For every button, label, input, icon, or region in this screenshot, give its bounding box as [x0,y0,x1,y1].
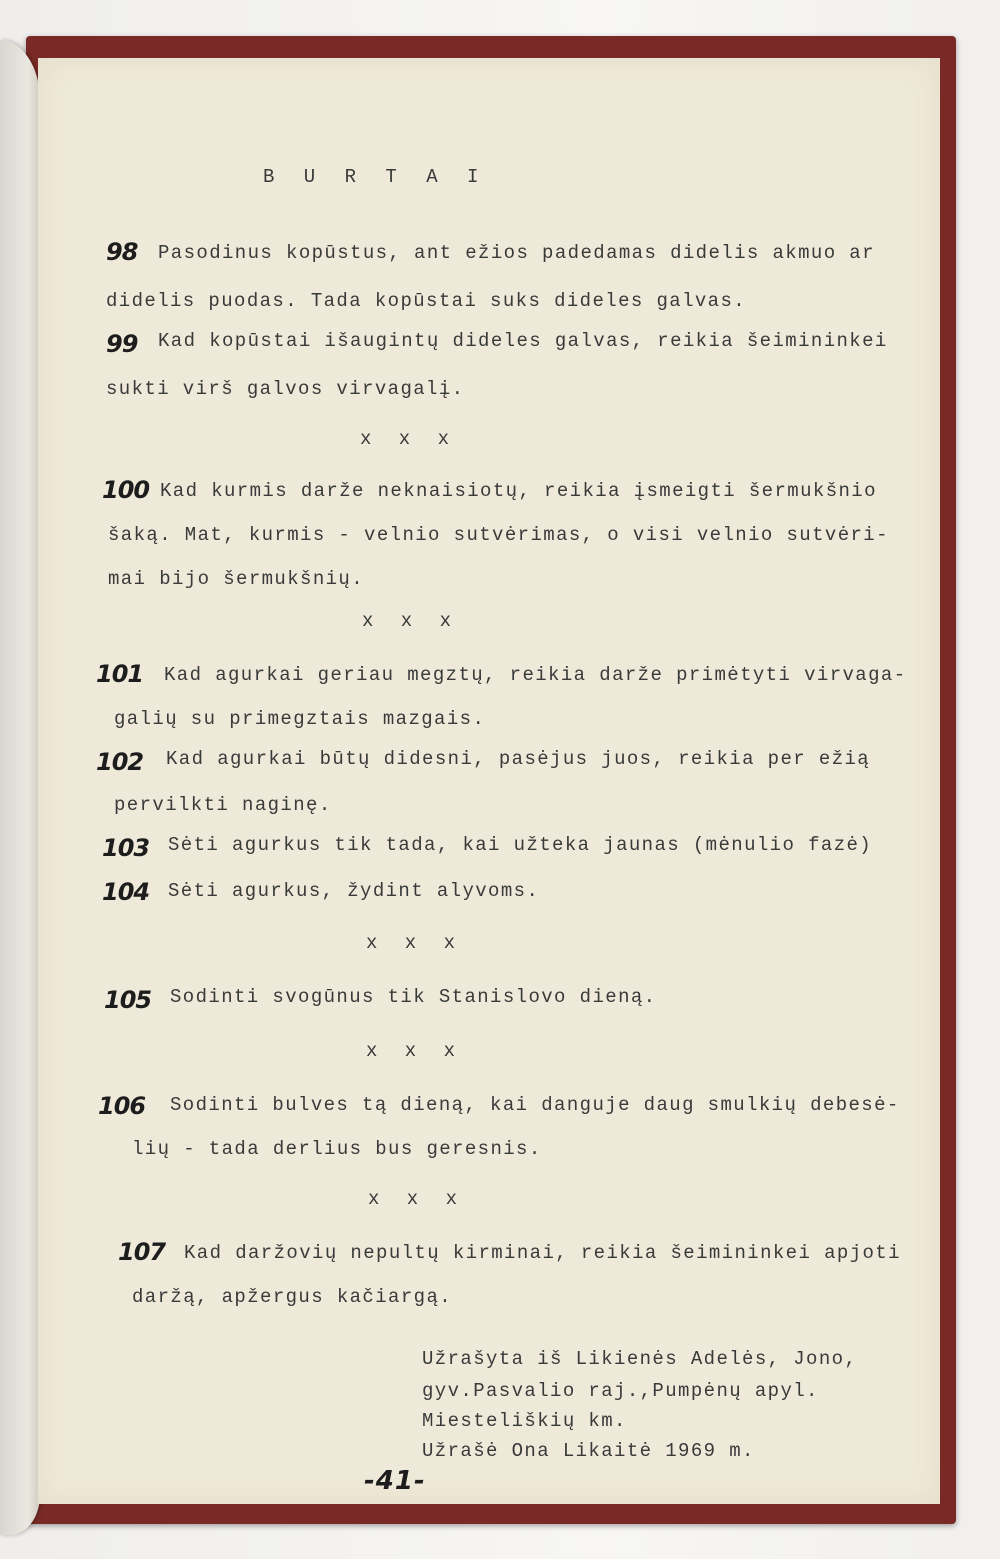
entry-line: Kad kurmis darže neknaisiotų, reikia įsmeigti šermukšnio [160,480,877,502]
separator: x x x [368,1188,466,1210]
entry-line: pervilkti naginę. [114,794,332,816]
entry-line: lių - tada derlius bus geresnis. [132,1138,542,1160]
document-page [38,58,940,1504]
entry-number: 103 [102,834,150,862]
separator: x x x [366,1040,464,1062]
entry-line: sukti virš galvos virvagalį. [106,378,465,400]
footer-line: Užrašyta iš Likienės Adelės, Jono, [422,1348,858,1370]
separator: x x x [360,428,458,450]
entry-line: Sėti agurkus, žydint alyvoms. [168,880,540,902]
entry-line: Kad kopūstai išaugintų dideles galvas, reikia šeimininkei [158,330,888,352]
entry-line: Kad agurkai geriau megztų, reikia darže primėtyti virvaga- [164,664,907,686]
separator: x x x [366,932,464,954]
entry-number: 99 [106,330,138,358]
entry-line: galių su primegztais mazgais. [114,708,486,730]
entry-line: mai bijo šermukšnių. [108,568,365,590]
entry-number: 102 [96,748,144,776]
entry-line: Kad daržovių nepultų kirminai, reikia šeimininkei apjoti [184,1242,901,1264]
footer-line: Miesteliškių km. [422,1410,627,1432]
entry-line: daržą, apžergus kačiargą. [132,1286,453,1308]
entry-line: Sėti agurkus tik tada, kai užteka jaunas (mėnulio fazė) [168,834,873,856]
entry-number: 100 [102,476,150,504]
entry-number: 101 [96,660,144,688]
page-number: -41- [364,1466,426,1496]
entry-number: 105 [104,986,152,1014]
entry-line: Pasodinus kopūstus, ant ežios padedamas didelis akmuo ar [158,242,875,264]
previous-page-edge [0,40,40,1535]
entry-line: didelis puodas. Tada kopūstai suks dideles galvas. [106,290,747,312]
entry-line: šaką. Mat, kurmis - velnio sutvėrimas, o visi velnio sutvėri- [108,524,889,546]
separator: x x x [362,610,460,632]
footer-line: gyv.Pasvalio raj.,Pumpėnų apyl. [422,1380,819,1402]
footer-line: Užrašė Ona Likaitė 1969 m. [422,1440,755,1462]
entry-number: 106 [98,1092,146,1120]
entry-line: Sodinti bulves tą dieną, kai danguje daug smulkių debesė- [170,1094,900,1116]
page-title: B U R T A I [263,166,488,188]
entry-number: 107 [118,1238,166,1266]
entry-number: 98 [106,238,138,266]
entry-line: Kad agurkai būtų didesni, pasėjus juos, reikia per ežią [166,748,871,770]
entry-number: 104 [102,878,150,906]
entry-line: Sodinti svogūnus tik Stanislovo dieną. [170,986,657,1008]
